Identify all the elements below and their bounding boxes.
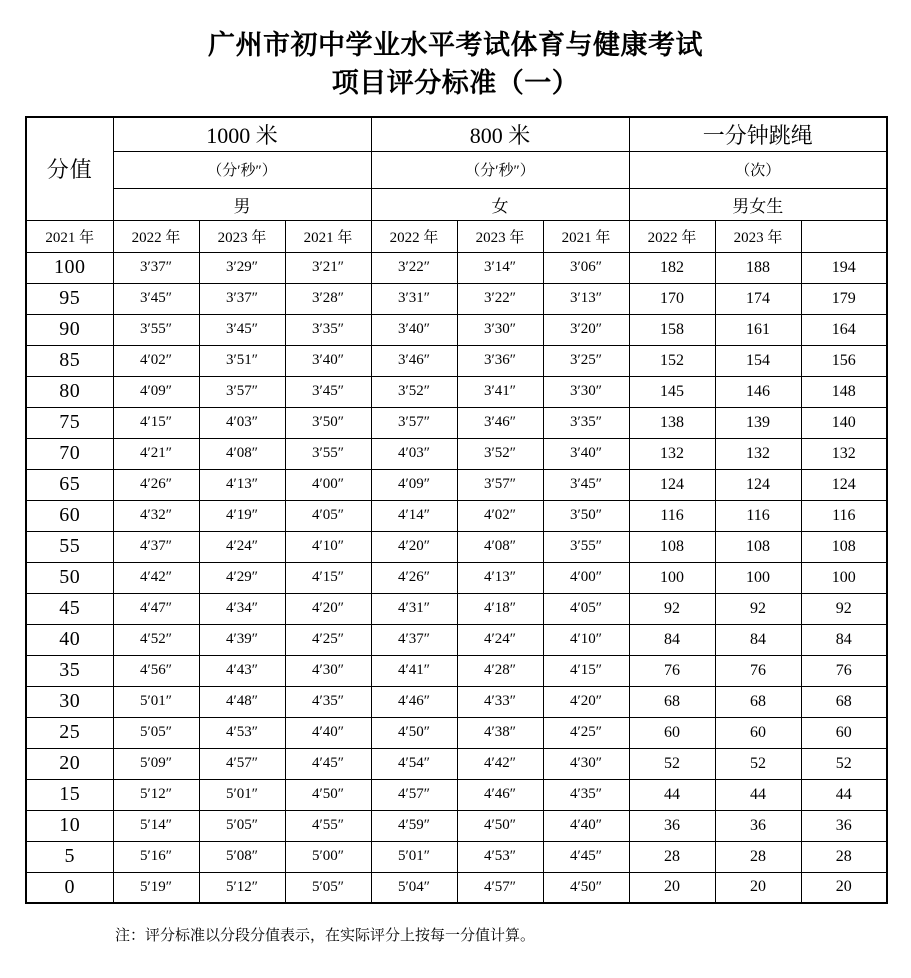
run-time-cell: 3′22″	[457, 283, 543, 314]
table-footnote: 注：评分标准以分段分值表示，在实际评分上按每一分值计算。	[115, 928, 536, 944]
run-time-cell: 3′37″	[113, 252, 199, 283]
score-value-cell: 10	[26, 810, 113, 841]
run-time-cell: 4′41″	[371, 655, 457, 686]
jumprope-count-cell: 52	[801, 748, 887, 779]
table-row	[26, 531, 887, 562]
run-time-cell: 4′37″	[371, 624, 457, 655]
header-year-cell: 2022 年	[371, 220, 457, 252]
header-year-cell: 2022 年	[113, 220, 199, 252]
run-time-cell: 4′14″	[371, 500, 457, 531]
run-time-cell: 3′41″	[457, 376, 543, 407]
score-value-cell: 25	[26, 717, 113, 748]
jumprope-count-cell: 100	[715, 562, 801, 593]
run-time-cell: 4′09″	[371, 469, 457, 500]
run-time-cell: 4′03″	[199, 407, 285, 438]
score-value-cell: 90	[26, 314, 113, 345]
jumprope-count-cell: 154	[715, 345, 801, 376]
run-time-cell: 3′50″	[285, 407, 371, 438]
table-row	[26, 469, 887, 500]
jumprope-count-cell: 132	[629, 438, 715, 469]
jumprope-count-cell: 179	[801, 283, 887, 314]
score-value-cell: 55	[26, 531, 113, 562]
jumprope-count-cell: 84	[715, 624, 801, 655]
run-time-cell: 4′13″	[199, 469, 285, 500]
jumprope-count-cell: 148	[801, 376, 887, 407]
table-row	[26, 500, 887, 531]
header-year-cell: 2022 年	[629, 220, 715, 252]
jumprope-count-cell: 68	[715, 686, 801, 717]
run-time-cell: 3′29″	[199, 252, 285, 283]
score-value-cell: 45	[26, 593, 113, 624]
header-year-cell: 2023 年	[199, 220, 285, 252]
run-time-cell: 4′50″	[285, 779, 371, 810]
run-time-cell: 3′30″	[457, 314, 543, 345]
run-time-cell: 4′45″	[543, 841, 629, 872]
jumprope-count-cell: 36	[629, 810, 715, 841]
run-time-cell: 3′51″	[199, 345, 285, 376]
jumprope-count-cell: 92	[629, 593, 715, 624]
header-unit-jumprope: （次）	[629, 151, 887, 188]
header-year-cell: 2023 年	[457, 220, 543, 252]
run-time-cell: 5′05″	[199, 810, 285, 841]
header-row-year	[26, 220, 887, 252]
score-value-cell: 35	[26, 655, 113, 686]
jumprope-count-cell: 60	[715, 717, 801, 748]
run-time-cell: 4′57″	[199, 748, 285, 779]
run-time-cell: 4′50″	[371, 717, 457, 748]
score-value-cell: 15	[26, 779, 113, 810]
run-time-cell: 4′15″	[285, 562, 371, 593]
jumprope-count-cell: 100	[801, 562, 887, 593]
run-time-cell: 4′15″	[113, 407, 199, 438]
run-time-cell: 4′02″	[113, 345, 199, 376]
run-time-cell: 4′00″	[285, 469, 371, 500]
jumprope-count-cell: 124	[801, 469, 887, 500]
jumprope-count-cell: 36	[715, 810, 801, 841]
run-time-cell: 4′45″	[285, 748, 371, 779]
run-time-cell: 3′55″	[285, 438, 371, 469]
table-header	[26, 117, 887, 252]
run-time-cell: 4′50″	[457, 810, 543, 841]
run-time-cell: 5′09″	[113, 748, 199, 779]
run-time-cell: 4′25″	[543, 717, 629, 748]
run-time-cell: 3′22″	[371, 252, 457, 283]
jumprope-count-cell: 84	[801, 624, 887, 655]
run-time-cell: 3′50″	[543, 500, 629, 531]
run-time-cell: 3′35″	[543, 407, 629, 438]
jumprope-count-cell: 28	[715, 841, 801, 872]
run-time-cell: 4′46″	[457, 779, 543, 810]
run-time-cell: 3′21″	[285, 252, 371, 283]
score-value-cell: 70	[26, 438, 113, 469]
header-row-gender	[26, 188, 887, 220]
jumprope-count-cell: 124	[629, 469, 715, 500]
run-time-cell: 3′31″	[371, 283, 457, 314]
header-unit-1000m: （分′秒″）	[113, 151, 371, 188]
table-row	[26, 252, 887, 283]
run-time-cell: 4′18″	[457, 593, 543, 624]
jumprope-count-cell: 145	[629, 376, 715, 407]
jumprope-count-cell: 60	[629, 717, 715, 748]
run-time-cell: 3′57″	[371, 407, 457, 438]
run-time-cell: 4′54″	[371, 748, 457, 779]
jumprope-count-cell: 108	[801, 531, 887, 562]
jumprope-count-cell: 156	[801, 345, 887, 376]
run-time-cell: 5′19″	[113, 872, 199, 903]
run-time-cell: 4′40″	[543, 810, 629, 841]
jumprope-count-cell: 164	[801, 314, 887, 345]
run-time-cell: 3′13″	[543, 283, 629, 314]
jumprope-count-cell: 138	[629, 407, 715, 438]
jumprope-count-cell: 152	[629, 345, 715, 376]
jumprope-count-cell: 140	[801, 407, 887, 438]
header-event-800m: 800 米	[371, 117, 629, 151]
run-time-cell: 3′14″	[457, 252, 543, 283]
jumprope-count-cell: 44	[715, 779, 801, 810]
score-value-cell: 30	[26, 686, 113, 717]
table-row	[26, 624, 887, 655]
score-value-cell: 100	[26, 252, 113, 283]
run-time-cell: 3′40″	[543, 438, 629, 469]
header-gender-800m: 女	[371, 188, 629, 220]
jumprope-count-cell: 68	[801, 686, 887, 717]
jumprope-count-cell: 76	[715, 655, 801, 686]
jumprope-count-cell: 20	[715, 872, 801, 903]
run-time-cell: 5′12″	[113, 779, 199, 810]
run-time-cell: 4′39″	[199, 624, 285, 655]
run-time-cell: 4′08″	[457, 531, 543, 562]
run-time-cell: 3′52″	[371, 376, 457, 407]
run-time-cell: 3′40″	[371, 314, 457, 345]
table-row	[26, 438, 887, 469]
run-time-cell: 4′10″	[543, 624, 629, 655]
run-time-cell: 4′31″	[371, 593, 457, 624]
table-row	[26, 655, 887, 686]
jumprope-count-cell: 36	[801, 810, 887, 841]
run-time-cell: 4′47″	[113, 593, 199, 624]
jumprope-count-cell: 188	[715, 252, 801, 283]
run-time-cell: 3′57″	[199, 376, 285, 407]
jumprope-count-cell: 194	[801, 252, 887, 283]
header-unit-800m: （分′秒″）	[371, 151, 629, 188]
run-time-cell: 4′57″	[457, 872, 543, 903]
header-year-cell: 2021 年	[26, 220, 113, 252]
table-row	[26, 810, 887, 841]
run-time-cell: 3′28″	[285, 283, 371, 314]
run-time-cell: 3′52″	[457, 438, 543, 469]
run-time-cell: 4′20″	[543, 686, 629, 717]
jumprope-count-cell: 76	[629, 655, 715, 686]
run-time-cell: 4′48″	[199, 686, 285, 717]
jumprope-count-cell: 161	[715, 314, 801, 345]
run-time-cell: 3′46″	[371, 345, 457, 376]
run-time-cell: 4′02″	[457, 500, 543, 531]
run-time-cell: 5′04″	[371, 872, 457, 903]
jumprope-count-cell: 108	[629, 531, 715, 562]
run-time-cell: 5′05″	[113, 717, 199, 748]
header-row-unit	[26, 151, 887, 188]
run-time-cell: 5′08″	[199, 841, 285, 872]
run-time-cell: 4′03″	[371, 438, 457, 469]
title-line-2: 项目评分标准（一）	[331, 68, 580, 98]
jumprope-count-cell: 20	[801, 872, 887, 903]
run-time-cell: 4′56″	[113, 655, 199, 686]
run-time-cell: 4′33″	[457, 686, 543, 717]
run-time-cell: 5′16″	[113, 841, 199, 872]
run-time-cell: 4′26″	[371, 562, 457, 593]
run-time-cell: 3′35″	[285, 314, 371, 345]
run-time-cell: 4′57″	[371, 779, 457, 810]
score-value-cell: 40	[26, 624, 113, 655]
header-score-label: 分值	[26, 117, 113, 220]
table-row	[26, 314, 887, 345]
run-time-cell: 3′20″	[543, 314, 629, 345]
run-time-cell: 4′19″	[199, 500, 285, 531]
jumprope-count-cell: 52	[629, 748, 715, 779]
run-time-cell: 3′37″	[199, 283, 285, 314]
run-time-cell: 3′55″	[113, 314, 199, 345]
jumprope-count-cell: 132	[801, 438, 887, 469]
run-time-cell: 5′00″	[285, 841, 371, 872]
table-row	[26, 345, 887, 376]
jumprope-count-cell: 116	[715, 500, 801, 531]
run-time-cell: 4′42″	[457, 748, 543, 779]
jumprope-count-cell: 92	[715, 593, 801, 624]
header-gender-jumprope: 男女生	[629, 188, 887, 220]
run-time-cell: 4′25″	[285, 624, 371, 655]
run-time-cell: 4′32″	[113, 500, 199, 531]
jumprope-count-cell: 92	[801, 593, 887, 624]
run-time-cell: 4′40″	[285, 717, 371, 748]
run-time-cell: 3′46″	[457, 407, 543, 438]
score-value-cell: 65	[26, 469, 113, 500]
run-time-cell: 4′05″	[543, 593, 629, 624]
jumprope-count-cell: 146	[715, 376, 801, 407]
table-row	[26, 748, 887, 779]
jumprope-count-cell: 84	[629, 624, 715, 655]
table-row	[26, 686, 887, 717]
jumprope-count-cell: 28	[629, 841, 715, 872]
header-year-cell: 2023 年	[715, 220, 801, 252]
score-value-cell: 80	[26, 376, 113, 407]
run-time-cell: 4′42″	[113, 562, 199, 593]
jumprope-count-cell: 28	[801, 841, 887, 872]
header-row-event	[26, 117, 887, 151]
run-time-cell: 3′36″	[457, 345, 543, 376]
jumprope-count-cell: 52	[715, 748, 801, 779]
run-time-cell: 4′38″	[457, 717, 543, 748]
table-row	[26, 562, 887, 593]
jumprope-count-cell: 68	[629, 686, 715, 717]
table-row	[26, 376, 887, 407]
table-row	[26, 407, 887, 438]
score-table-container	[25, 116, 886, 904]
run-time-cell: 4′37″	[113, 531, 199, 562]
run-time-cell: 4′15″	[543, 655, 629, 686]
run-time-cell: 4′20″	[371, 531, 457, 562]
table-row	[26, 841, 887, 872]
run-time-cell: 4′10″	[285, 531, 371, 562]
run-time-cell: 5′05″	[285, 872, 371, 903]
jumprope-count-cell: 170	[629, 283, 715, 314]
run-time-cell: 4′13″	[457, 562, 543, 593]
run-time-cell: 4′30″	[543, 748, 629, 779]
score-value-cell: 60	[26, 500, 113, 531]
run-time-cell: 5′01″	[199, 779, 285, 810]
header-year-cell: 2021 年	[543, 220, 629, 252]
run-time-cell: 3′30″	[543, 376, 629, 407]
run-time-cell: 4′53″	[199, 717, 285, 748]
run-time-cell: 4′43″	[199, 655, 285, 686]
jumprope-count-cell: 20	[629, 872, 715, 903]
jumprope-count-cell: 44	[629, 779, 715, 810]
score-value-cell: 20	[26, 748, 113, 779]
jumprope-count-cell: 158	[629, 314, 715, 345]
jumprope-count-cell: 76	[801, 655, 887, 686]
jumprope-count-cell: 116	[629, 500, 715, 531]
run-time-cell: 4′21″	[113, 438, 199, 469]
run-time-cell: 3′45″	[199, 314, 285, 345]
jumprope-count-cell: 108	[715, 531, 801, 562]
run-time-cell: 3′25″	[543, 345, 629, 376]
run-time-cell: 3′57″	[457, 469, 543, 500]
run-time-cell: 4′52″	[113, 624, 199, 655]
table-body	[26, 252, 887, 903]
run-time-cell: 5′14″	[113, 810, 199, 841]
header-event-1000m: 1000 米	[113, 117, 371, 151]
jumprope-count-cell: 116	[801, 500, 887, 531]
jumprope-count-cell: 139	[715, 407, 801, 438]
run-time-cell: 4′29″	[199, 562, 285, 593]
jumprope-count-cell: 124	[715, 469, 801, 500]
header-event-jumprope: 一分钟跳绳	[629, 117, 887, 151]
run-time-cell: 3′45″	[113, 283, 199, 314]
header-gender-1000m: 男	[113, 188, 371, 220]
run-time-cell: 4′28″	[457, 655, 543, 686]
run-time-cell: 4′35″	[543, 779, 629, 810]
run-time-cell: 3′06″	[543, 252, 629, 283]
jumprope-count-cell: 182	[629, 252, 715, 283]
score-value-cell: 5	[26, 841, 113, 872]
run-time-cell: 4′55″	[285, 810, 371, 841]
table-row	[26, 593, 887, 624]
run-time-cell: 4′46″	[371, 686, 457, 717]
table-row	[26, 283, 887, 314]
title-line-1: 广州市初中学业水平考试体育与健康考试	[208, 30, 703, 60]
run-time-cell: 4′24″	[199, 531, 285, 562]
run-time-cell: 4′53″	[457, 841, 543, 872]
run-time-cell: 3′55″	[543, 531, 629, 562]
header-year-cell: 2021 年	[285, 220, 371, 252]
run-time-cell: 4′08″	[199, 438, 285, 469]
score-value-cell: 85	[26, 345, 113, 376]
run-time-cell: 4′34″	[199, 593, 285, 624]
score-value-cell: 75	[26, 407, 113, 438]
table-row	[26, 717, 887, 748]
score-value-cell: 50	[26, 562, 113, 593]
run-time-cell: 4′59″	[371, 810, 457, 841]
jumprope-count-cell: 44	[801, 779, 887, 810]
run-time-cell: 4′24″	[457, 624, 543, 655]
run-time-cell: 4′50″	[543, 872, 629, 903]
run-time-cell: 4′20″	[285, 593, 371, 624]
run-time-cell: 3′45″	[543, 469, 629, 500]
run-time-cell: 5′01″	[113, 686, 199, 717]
jumprope-count-cell: 100	[629, 562, 715, 593]
run-time-cell: 5′01″	[371, 841, 457, 872]
score-value-cell: 0	[26, 872, 113, 903]
table-row	[26, 872, 887, 903]
table-row	[26, 779, 887, 810]
jumprope-count-cell: 132	[715, 438, 801, 469]
run-time-cell: 3′45″	[285, 376, 371, 407]
run-time-cell: 4′09″	[113, 376, 199, 407]
run-time-cell: 3′40″	[285, 345, 371, 376]
run-time-cell: 5′12″	[199, 872, 285, 903]
document-title	[0, 0, 911, 102]
run-time-cell: 4′05″	[285, 500, 371, 531]
run-time-cell: 4′00″	[543, 562, 629, 593]
run-time-cell: 4′35″	[285, 686, 371, 717]
score-value-cell: 95	[26, 283, 113, 314]
jumprope-count-cell: 174	[715, 283, 801, 314]
run-time-cell: 4′26″	[113, 469, 199, 500]
run-time-cell: 4′30″	[285, 655, 371, 686]
score-standards-table	[25, 116, 888, 904]
jumprope-count-cell: 60	[801, 717, 887, 748]
